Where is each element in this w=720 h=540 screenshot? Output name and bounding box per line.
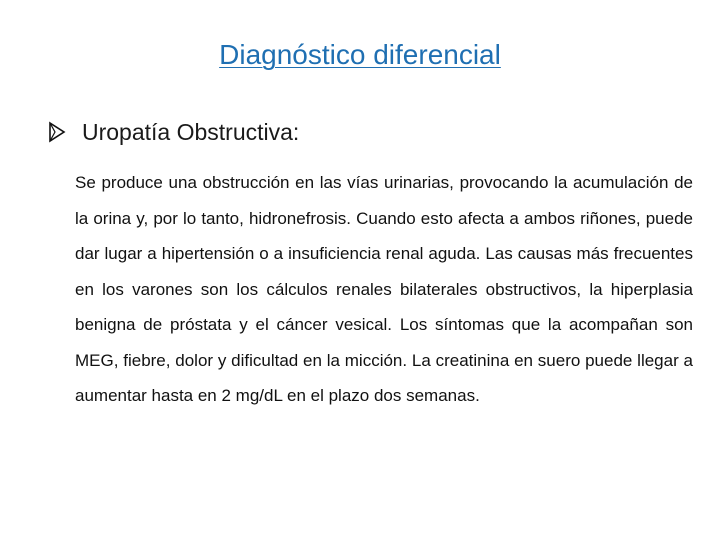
body-paragraph: Se produce una obstrucción en las vías urinarias, provocando la acumulación de la orina y, por lo tanto, hidronefrosis. Cuando esto afecta a ambos riñones, puede dar lugar a hipertensión o a insuficiencia renal aguda. Las causas más frecuentes en los varones son los cálculos renales bilaterales obstructivos, la hiperplasia benigna de próstata y el cáncer vesical. Los síntomas que la acompañan son MEG, fiebre, dolor y dificultad en la micción. La creatinina en suero puede llegar a aumentar hasta en 2 mg/dL en el plazo dos semanas.: [75, 173, 693, 405]
arrow-bullet-icon: [48, 121, 66, 143]
slide-title[interactable]: Diagnóstico diferencial: [219, 39, 501, 70]
bullet-item: [48, 117, 299, 147]
bullet-heading: Uropatía Obstructiva:: [82, 119, 300, 145]
